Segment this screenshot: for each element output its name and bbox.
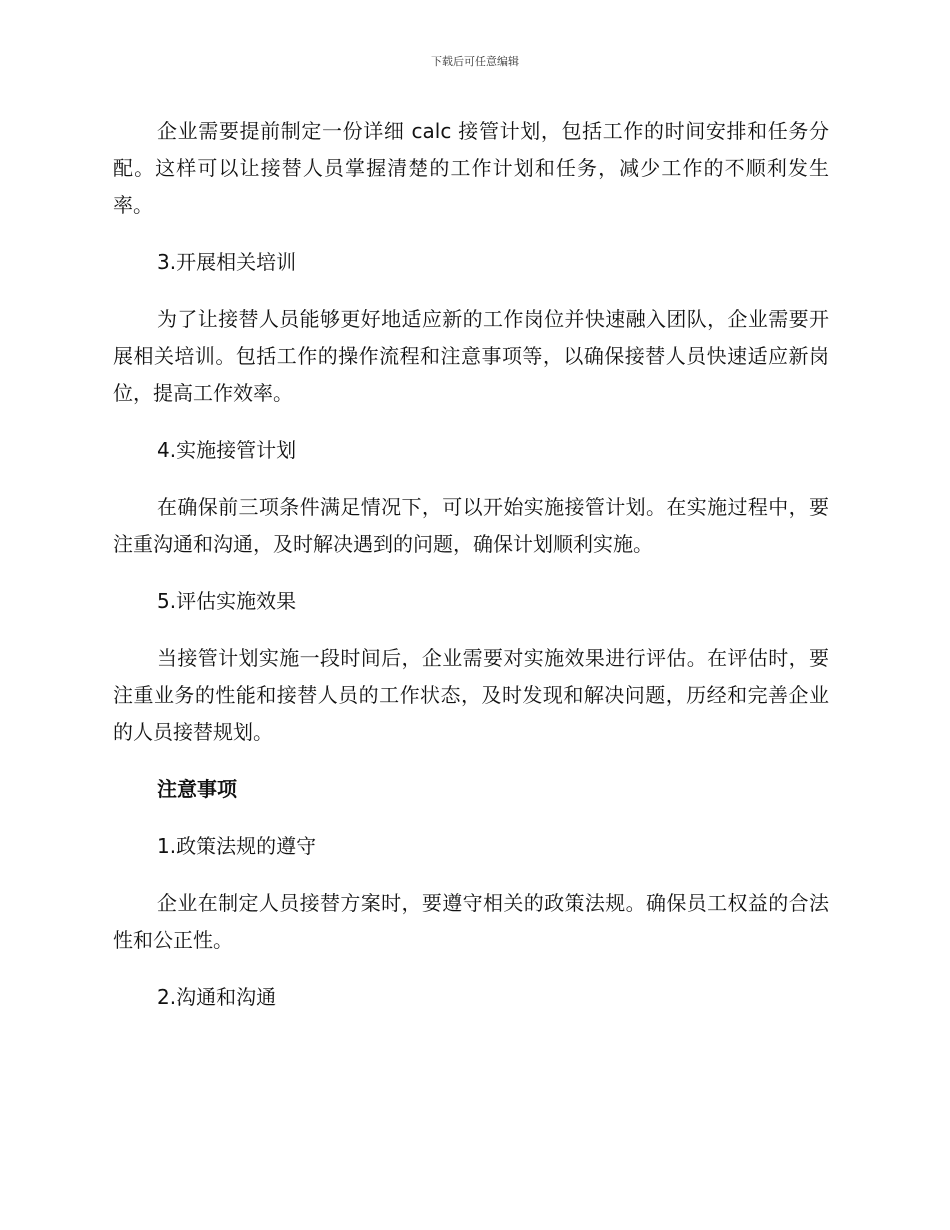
document-body bbox=[113, 113, 829, 1036]
item-heading-regulations: 1.政策法规的遵守 bbox=[157, 834, 317, 858]
paragraph-takeover-plan: 企业需要提前制定一份详细 calc 接管计划，包括工作的时间安排和任务分配。这样可以让接替人员掌握清楚的工作计划和任务，减少工作的不顺利发生率。 bbox=[113, 119, 829, 217]
section-title-notes: 注意事项 bbox=[157, 777, 237, 801]
paragraph-evaluate: 当接管计划实施一段时间后，企业需要对实施效果进行评估。在评估时，要注重业务的性能和接替人员的工作状态，及时发现和解决问题，历经和完善企业的人员接替规划。 bbox=[113, 646, 829, 744]
item-heading-implement: 4.实施接管计划 bbox=[157, 438, 297, 462]
item-heading-communication: 2.沟通和沟通 bbox=[157, 985, 277, 1009]
item-heading-evaluate: 5.评估实施效果 bbox=[157, 589, 297, 613]
item-heading-training: 3.开展相关培训 bbox=[157, 250, 297, 274]
paragraph-regulations: 企业在制定人员接替方案时，要遵守相关的政策法规。确保员工权益的合法性和公正性。 bbox=[113, 891, 829, 952]
page-header: 下载后可任意编辑 bbox=[431, 55, 519, 68]
paragraph-training: 为了让接替人员能够更好地适应新的工作岗位并快速融入团队，企业需要开展相关培训。包括工作的操作流程和注意事项等，以确保接替人员快速适应新岗位，提高工作效率。 bbox=[113, 307, 829, 405]
paragraph-implement: 在确保前三项条件满足情况下，可以开始实施接管计划。在实施过程中，要注重沟通和沟通，及时解决遇到的问题，确保计划顺利实施。 bbox=[113, 495, 829, 556]
